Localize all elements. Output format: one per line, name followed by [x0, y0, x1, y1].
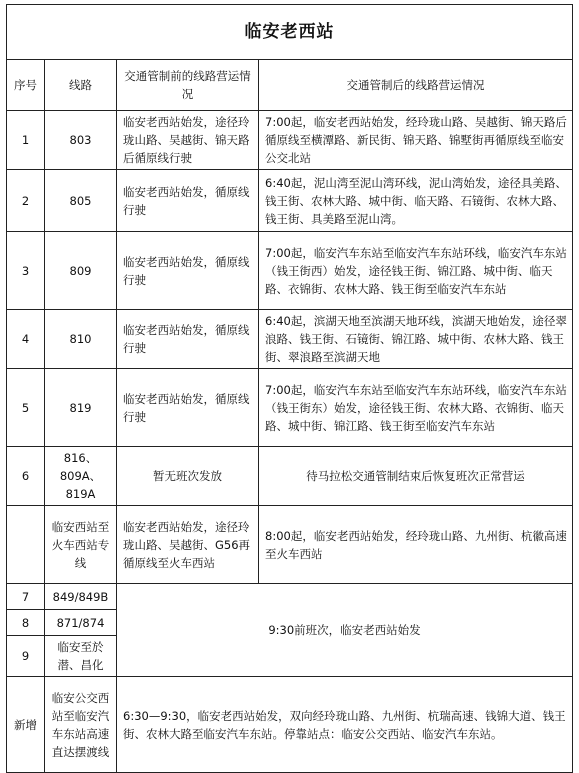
- table-row: [7, 369, 573, 447]
- row-seq: 5: [7, 369, 45, 447]
- row-after: 6:40起，泥山湾至泥山湾环线，泥山湾始发，途径具美路、钱王街、农林大路、城中街、临天路、石镜街、农林大路、钱王街、具美路至泥山湾。: [259, 170, 573, 232]
- row-after: 7:00起，临安老西站始发，经玲珑山路、吴越街、锦天路后循原线至横潭路、新民街、锦天路、锦墅街再循原线至临安公交北站: [259, 111, 573, 170]
- row-seq: 1: [7, 111, 45, 170]
- row-before: 临安老西站始发，循原线行驶: [117, 310, 259, 369]
- table-row: [7, 310, 573, 369]
- table-row: [7, 111, 573, 170]
- group-after: 9:30前班次，临安老西站始发: [117, 584, 573, 677]
- row-route: 803: [45, 111, 117, 170]
- schedule-sheet: [6, 4, 572, 773]
- row-after: 6:30—9:30，临安老西站始发，双向经玲珑山路、九州街、杭瑞高速、钱锦大道、钱王街、农林大路至临安汽车东站。停靠站点：临安公交西站、临安汽车东站。: [117, 677, 573, 773]
- row-seq: 4: [7, 310, 45, 369]
- row-route: 849/849B: [45, 584, 117, 610]
- row-route: 816、809A、819A: [45, 447, 117, 506]
- row-seq: 7: [7, 584, 45, 610]
- header-seq: 序号: [7, 60, 45, 111]
- row-route: 临安至於潜、昌化: [45, 636, 117, 677]
- row-seq: [7, 506, 45, 584]
- row-before: 临安老西站始发，途径玲珑山路、吴越街、G56再循原线至火车西站: [117, 506, 259, 584]
- row-after: 6:40起，滨湖天地至滨湖天地环线，滨湖天地始发，途径翠浪路、钱王街、石镜街、锦江路、城中街、农林大路、钱王街、翠浪路至滨湖天地: [259, 310, 573, 369]
- row-route: 809: [45, 232, 117, 310]
- route-table: [6, 4, 573, 773]
- row-seq: 新增: [7, 677, 45, 773]
- page-title: 临安老西站: [7, 5, 573, 60]
- row-before: 临安老西站始发，循原线行驶: [117, 170, 259, 232]
- row-before: 临安老西站始发，循原线行驶: [117, 232, 259, 310]
- row-route: 871/874: [45, 610, 117, 636]
- table-row: [7, 584, 573, 610]
- row-route: 805: [45, 170, 117, 232]
- header-before: 交通管制前的线路营运情况: [117, 60, 259, 111]
- row-seq: 3: [7, 232, 45, 310]
- row-seq: 9: [7, 636, 45, 677]
- row-after: 7:00起，临安汽车东站至临安汽车东站环线，临安汽车东站（钱王街西）始发，途径钱王街、锦江路、城中街、临天路、衣锦街、农林大路、钱王街至临安汽车东站: [259, 232, 573, 310]
- row-before: 临安老西站始发，途径玲珑山路、吴越街、锦天路后循原线行驶: [117, 111, 259, 170]
- table-row: [7, 677, 573, 773]
- header-route: 线路: [45, 60, 117, 111]
- table-row: [7, 170, 573, 232]
- table-row: [7, 506, 573, 584]
- table-row: [7, 447, 573, 506]
- row-seq: 6: [7, 447, 45, 506]
- row-seq: 2: [7, 170, 45, 232]
- row-after: 7:00起，临安汽车东站至临安汽车东站环线，临安汽车东站（钱王街东）始发，途径钱王街、农林大路、衣锦街、临天路、城中街、锦江路、钱王街至临安汽车东站: [259, 369, 573, 447]
- row-route: 819: [45, 369, 117, 447]
- row-after: 待马拉松交通管制结束后恢复班次正常营运: [259, 447, 573, 506]
- row-route: 810: [45, 310, 117, 369]
- table-header-row: [7, 60, 573, 111]
- row-before: 暂无班次发放: [117, 447, 259, 506]
- row-route: 临安公交西站至临安汽车东站高速直达摆渡线: [45, 677, 117, 773]
- row-route: 临安西站至火车西站专线: [45, 506, 117, 584]
- row-before: 临安老西站始发，循原线行驶: [117, 369, 259, 447]
- header-after: 交通管制后的线路营运情况: [259, 60, 573, 111]
- table-row: [7, 232, 573, 310]
- row-after: 8:00起，临安老西站始发，经玲珑山路、九州街、杭徽高速至火车西站: [259, 506, 573, 584]
- row-seq: 8: [7, 610, 45, 636]
